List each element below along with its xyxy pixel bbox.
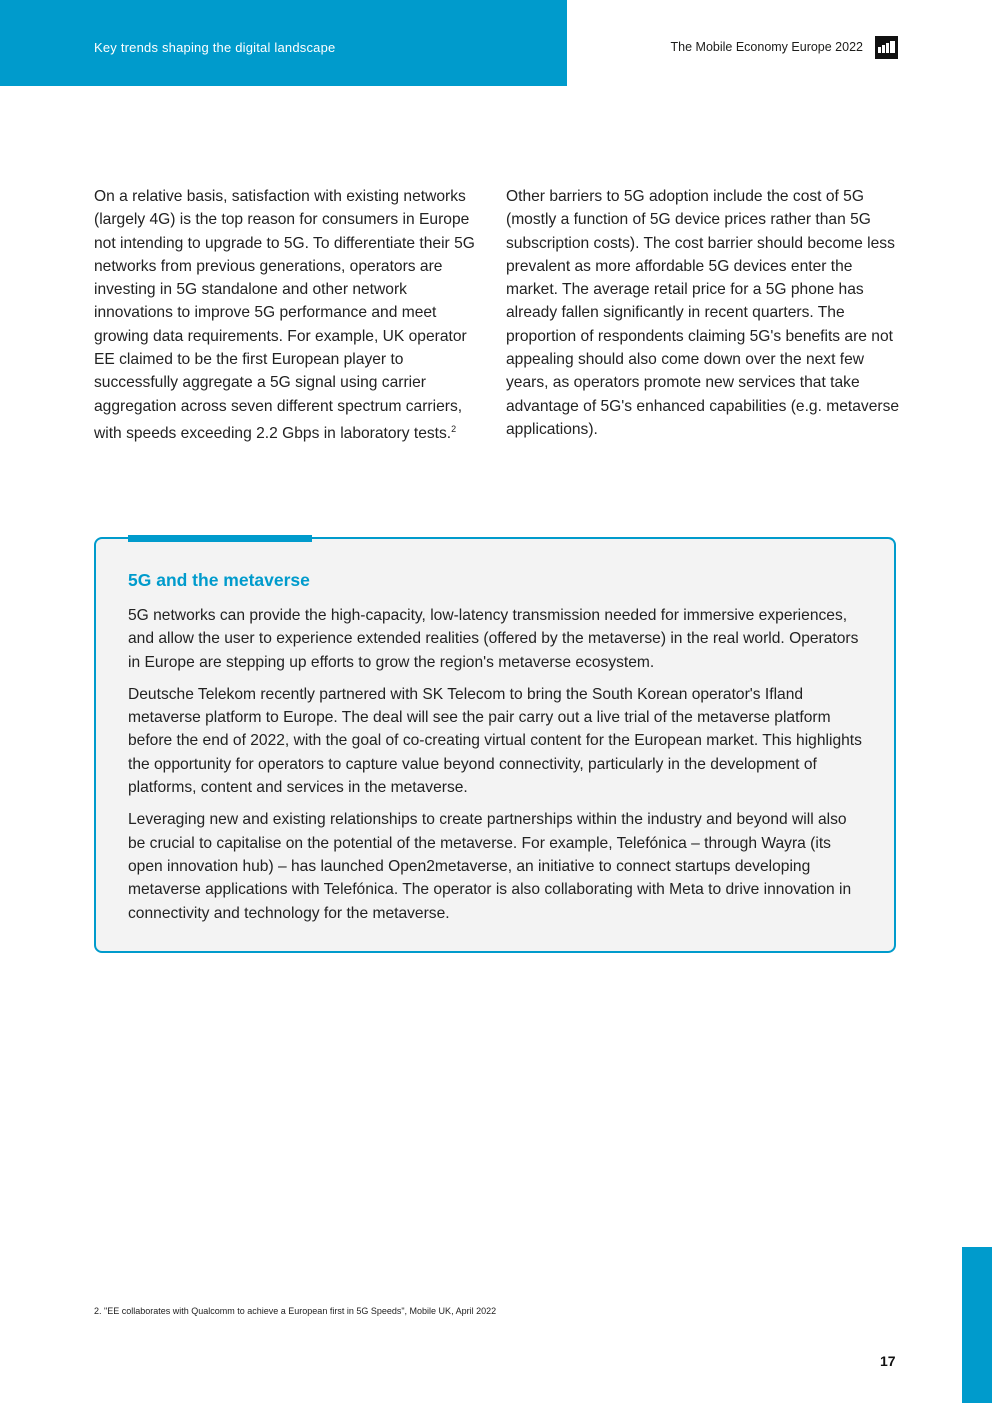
- section-title: Key trends shaping the digital landscape: [94, 40, 336, 55]
- callout-paragraph: 5G networks can provide the high-capacity, low-latency transmission needed for immersive experiences, and allow the user to experience extended realities (offered by the metaverse) in the real world. Operators in Europe are stepping up efforts to grow the region's metaverse ecosystem.: [128, 607, 859, 671]
- callout-accent-bar: [128, 535, 312, 542]
- gsma-intelligence-logo-icon: [875, 36, 898, 59]
- side-tab: [962, 1247, 992, 1403]
- left-column: [94, 185, 489, 445]
- footnote-ref: 2: [451, 423, 457, 434]
- callout-heading: 5G and the metaverse: [128, 570, 310, 590]
- right-column: [506, 185, 901, 441]
- right-column-text: Other barriers to 5G adoption include the cost of 5G (mostly a function of 5G device prices rather than 5G subscription costs). The cost barrier should become less prevalent as more affordable 5G devices enter the market. The average retail price for a 5G phone has already fallen significantly in recent quarters. The proportion of respondents claiming 5G's benefits are not appealing should also come down over the next few years, as operators promote new services that take advantage of 5G's enhanced capabilities (e.g. metaverse applications).: [506, 188, 900, 438]
- callout-body: [128, 604, 868, 934]
- page-number: 17: [880, 1353, 896, 1369]
- left-column-text: On a relative basis, satisfaction with existing networks (largely 4G) is the top reason for consumers in Europe not intending to upgrade to 5G. To differentiate their 5G networks from previous generations, operators are investing in 5G standalone and other network innovations to improve 5G performance and meet growing data requirements. For example, UK operator EE claimed to be the first European player to successfully aggregate a 5G signal using carrier aggregation across seven different spectrum carriers, with speeds exceeding 2.2 Gbps in laboratory tests.: [94, 188, 475, 442]
- report-title: The Mobile Economy Europe 2022: [670, 40, 863, 54]
- footnote: 2. "EE collaborates with Qualcomm to achieve a European first in 5G Speeds", Mobile UK, April 2022: [94, 1306, 497, 1316]
- callout-paragraph: Deutsche Telekom recently partnered with SK Telecom to bring the South Korean operator's Ifland metaverse platform to Europe. The deal will see the pair carry out a live trial of the metaverse platform before the end of 2022, with the goal of co-creating virtual content for the European market. This highlights the opportunity for operators to capture value beyond connectivity, particularly in the development of platforms, content and services in the metaverse.: [128, 685, 862, 797]
- callout-paragraph: Leveraging new and existing relationships to create partnerships within the industry and beyond will also be crucial to capitalise on the potential of the metaverse. For example, Telefónica – through Wayra (its open innovation hub) – has launched Open2metaverse, an initiative to connect startups developing metaverse applications with Telefónica. The operator is also collaborating with Meta to drive innovation in connectivity and technology for the metaverse.: [128, 811, 852, 922]
